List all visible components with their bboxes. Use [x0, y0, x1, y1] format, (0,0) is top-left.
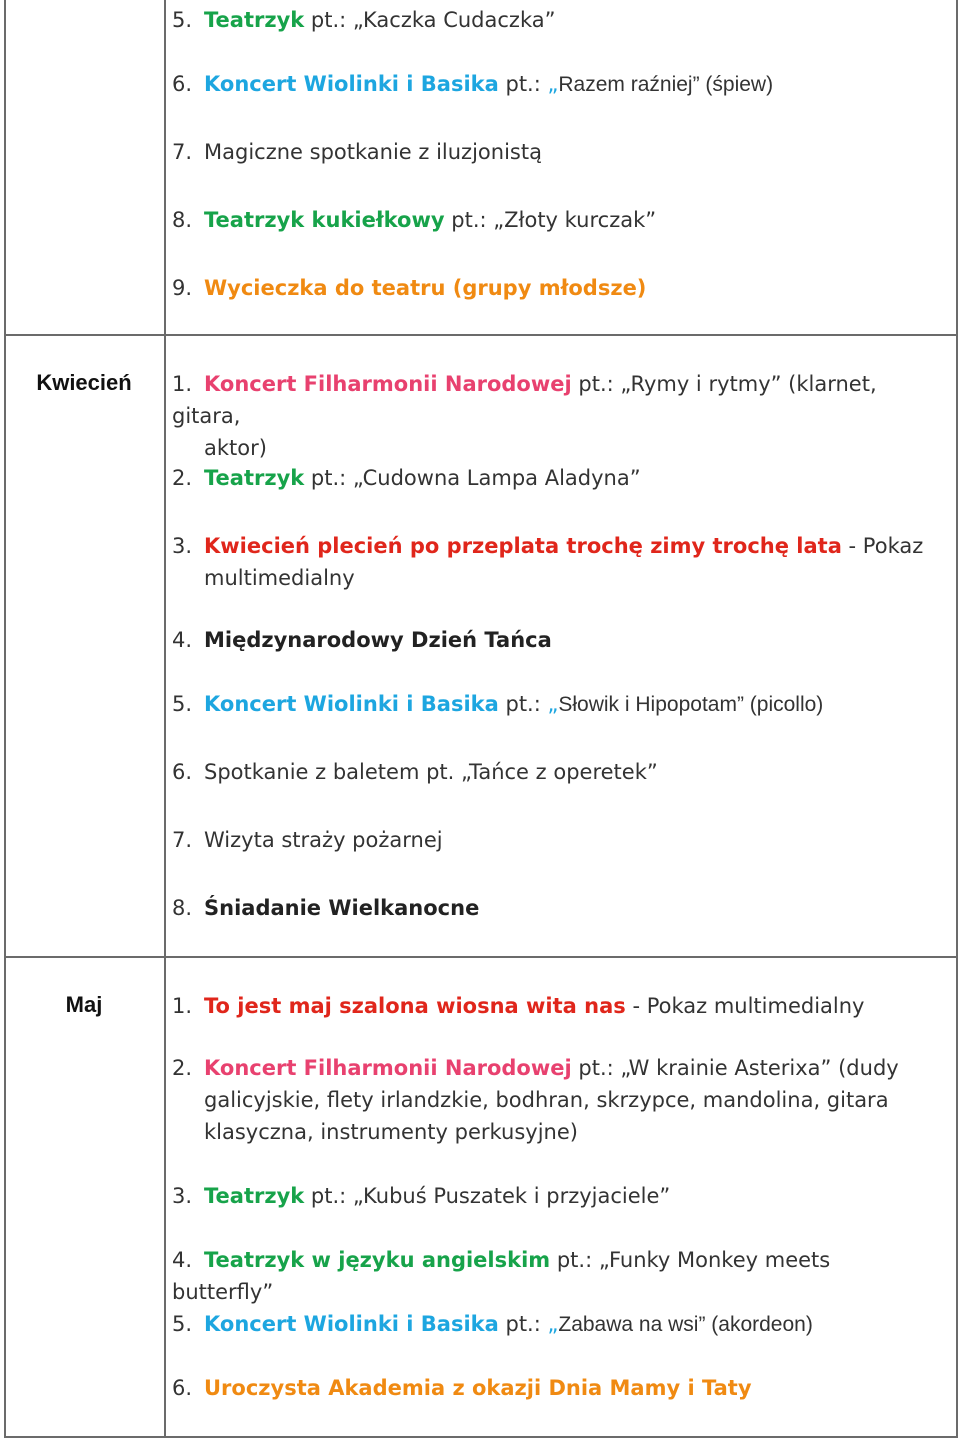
item-text-segment: Koncert Filharmonii Narodowej: [204, 1056, 572, 1080]
list-item: [172, 68, 932, 101]
item-number: 1.: [172, 994, 193, 1018]
item-number: 2.: [172, 1056, 193, 1080]
item-text: [172, 1248, 830, 1304]
item-number: 2.: [172, 466, 193, 490]
item-text-segment: Zabawa na wsi” (akordeon): [558, 1313, 813, 1336]
item-text-segment: Koncert Wiolinki i Basika: [204, 1312, 499, 1336]
item-text-segment: pt.: „Rymy i rytmy” (klarnet, gitara,: [172, 372, 877, 428]
item-text-segment: - Pokaz: [841, 534, 924, 558]
item-number: 7.: [172, 828, 193, 852]
list-item: [172, 688, 932, 721]
item-text-segment: „: [547, 1312, 559, 1336]
table-border-right: [956, 0, 958, 1438]
item-number: 3.: [172, 534, 193, 558]
item-text-segment: Spotkanie z baletem pt. „Tańce z operetek”: [204, 760, 658, 784]
item-text: [204, 1376, 752, 1400]
list-item: [172, 624, 932, 656]
item-text-segment: Koncert Wiolinki i Basika: [204, 692, 499, 716]
list-item: [172, 1372, 932, 1404]
item-text-segment: Wizyta straży pożarnej: [204, 828, 443, 852]
item-text-segment: pt.: „Złoty kurczak”: [444, 208, 657, 232]
item-text-segment: Wycieczka do teatru (grupy młodsze): [204, 276, 647, 300]
item-number: 5.: [172, 692, 193, 716]
list-item: [172, 824, 932, 856]
table-border-column: [164, 0, 166, 1438]
item-text: [204, 534, 923, 558]
item-text-segment: Razem raźniej” (śpiew): [558, 73, 774, 96]
item-number: 9.: [172, 276, 193, 300]
item-text-segment: pt.:: [498, 692, 548, 716]
item-text: [204, 628, 552, 652]
item-text-segment: Teatrzyk: [204, 8, 305, 32]
list-item: [172, 530, 932, 594]
item-text: [204, 1056, 899, 1080]
item-text-segment: „: [547, 692, 559, 716]
item-number: 6.: [172, 72, 193, 96]
item-number: 5.: [172, 8, 193, 32]
list-item: [172, 892, 932, 924]
month-label-april: Kwiecień: [36, 370, 132, 395]
item-text-segment: Teatrzyk: [204, 466, 305, 490]
item-number: 5.: [172, 1312, 193, 1336]
item-text-segment: Koncert Filharmonii Narodowej: [204, 372, 572, 396]
item-number: 4.: [172, 1248, 193, 1272]
item-text-segment: pt.: „Cudowna Lampa Aladyna”: [304, 466, 641, 490]
item-text: [204, 140, 542, 164]
item-text: [204, 896, 479, 920]
item-text-segment: Teatrzyk: [204, 1184, 305, 1208]
item-text-segment: Kwiecień plecień po przeplata trochę zimy trochę lata: [204, 534, 842, 558]
item-text: [204, 1184, 670, 1208]
list-item: [172, 4, 932, 36]
item-text: [204, 1312, 813, 1336]
item-text: [204, 208, 656, 232]
table-border-bottom: [4, 1436, 958, 1438]
row-divider-2: [4, 956, 958, 958]
item-text-segment: „: [547, 72, 559, 96]
item-text-segment: Śniadanie Wielkanocne: [204, 896, 480, 920]
list-item: [172, 136, 932, 168]
item-text-segment: pt.: „Funky Monkey meets butterfly”: [172, 1248, 831, 1304]
item-text-segment: pt.:: [498, 72, 548, 96]
item-number: 4.: [172, 628, 193, 652]
item-text-segment: To jest maj szalona wiosna wita nas: [204, 994, 626, 1018]
month-label-may: Maj: [65, 992, 103, 1017]
item-text: [204, 276, 646, 300]
list-item: [172, 1180, 932, 1212]
item-text: [204, 760, 658, 784]
item-number: 7.: [172, 140, 193, 164]
item-text-segment: Koncert Wiolinki i Basika: [204, 72, 499, 96]
table-border-left: [4, 0, 6, 1438]
item-continuation-line: galicyjskie, flety irlandzkie, bodhran, skrzypce, mandolina, gitara: [204, 1088, 889, 1112]
item-text-segment: Międzynarodowy Dzień Tańca: [204, 628, 552, 652]
list-item: [172, 1244, 932, 1308]
item-text: [204, 72, 773, 96]
list-item: [172, 368, 932, 464]
item-number: 6.: [172, 760, 193, 784]
list-item: [172, 990, 932, 1022]
item-text-segment: - Pokaz multimedialny: [625, 994, 865, 1018]
item-text: [204, 8, 556, 32]
item-text: [204, 692, 823, 716]
item-number: 3.: [172, 1184, 193, 1208]
list-item: [172, 272, 932, 304]
item-text-segment: Uroczysta Akademia z okazji Dnia Mamy i Taty: [204, 1376, 752, 1400]
item-text-segment: Teatrzyk kukiełkowy: [204, 208, 445, 232]
item-text: [172, 372, 877, 428]
item-continuation-line: klasyczna, instrumenty perkusyjne): [204, 1120, 578, 1144]
item-text: [204, 994, 864, 1018]
row-divider-1: [4, 334, 958, 336]
list-item: [172, 1052, 932, 1148]
item-text-segment: pt.:: [498, 1312, 548, 1336]
item-text-segment: Teatrzyk w języku angielskim: [204, 1248, 551, 1272]
item-text-segment: pt.: „Kaczka Cudaczka”: [304, 8, 556, 32]
list-item: [172, 462, 932, 494]
item-text-segment: Magiczne spotkanie z iluzjonistą: [204, 140, 542, 164]
item-number: 8.: [172, 896, 193, 920]
item-number: 6.: [172, 1376, 193, 1400]
item-text-segment: pt.: „Kubuś Puszatek i przyjaciele”: [304, 1184, 671, 1208]
item-text: [204, 466, 641, 490]
list-item: [172, 1308, 932, 1341]
item-continuation-line: aktor): [204, 436, 267, 460]
item-text-segment: Słowik i Hipopotam” (picollo): [558, 693, 824, 716]
item-text: [204, 828, 443, 852]
list-item: [172, 756, 932, 788]
item-text-segment: pt.: „W krainie Asterixa” (dudy: [571, 1056, 899, 1080]
item-number: 8.: [172, 208, 193, 232]
list-item: [172, 204, 932, 236]
item-number: 1.: [172, 372, 193, 396]
item-continuation-line: multimedialny: [204, 566, 355, 590]
